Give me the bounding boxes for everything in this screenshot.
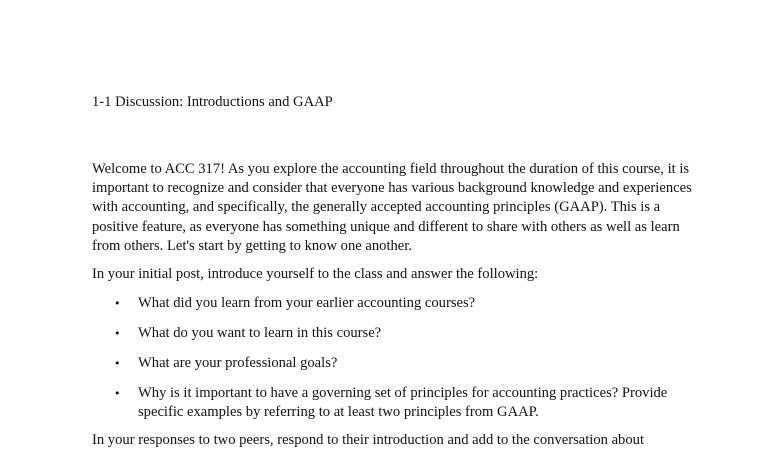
question-list [92, 294, 692, 422]
responses-instruction: In your responses to two peers, respond to their introduction and add to the conversation about [92, 432, 645, 448]
list-item [92, 384, 692, 422]
question-text: What did you learn from your earlier accounting courses? [138, 295, 476, 311]
bullet-icon: • [114, 327, 121, 340]
bullet-icon: • [114, 357, 121, 370]
document-title: 1-1 Discussion: Introductions and GAAP [92, 94, 333, 110]
intro-paragraph: Welcome to ACC 317! As you explore the accounting field throughout the duration of this course, it is important to recognize and consider that everyone has various background knowledge and experiences with accounting, and specifically, the generally accepted accounting principles (GAAP). This is a positive feature, as everyone has something unique and different to share with others as well as learn from others. Let's start by getting to know one another. [92, 161, 692, 254]
bullet-icon: • [114, 297, 121, 310]
list-item [92, 354, 692, 373]
list-item [92, 294, 692, 313]
initial-post-instruction: In your initial post, introduce yourself to the class and answer the following: [92, 266, 539, 282]
list-item [92, 324, 692, 343]
question-text: Why is it important to have a governing set of principles for accounting practices? Provide specific examples by referring to at least two principles from GAAP. [138, 385, 668, 420]
question-text: What are your professional goals? [138, 355, 338, 371]
question-text: What do you want to learn in this course? [138, 325, 382, 341]
bullet-icon: • [114, 387, 121, 400]
